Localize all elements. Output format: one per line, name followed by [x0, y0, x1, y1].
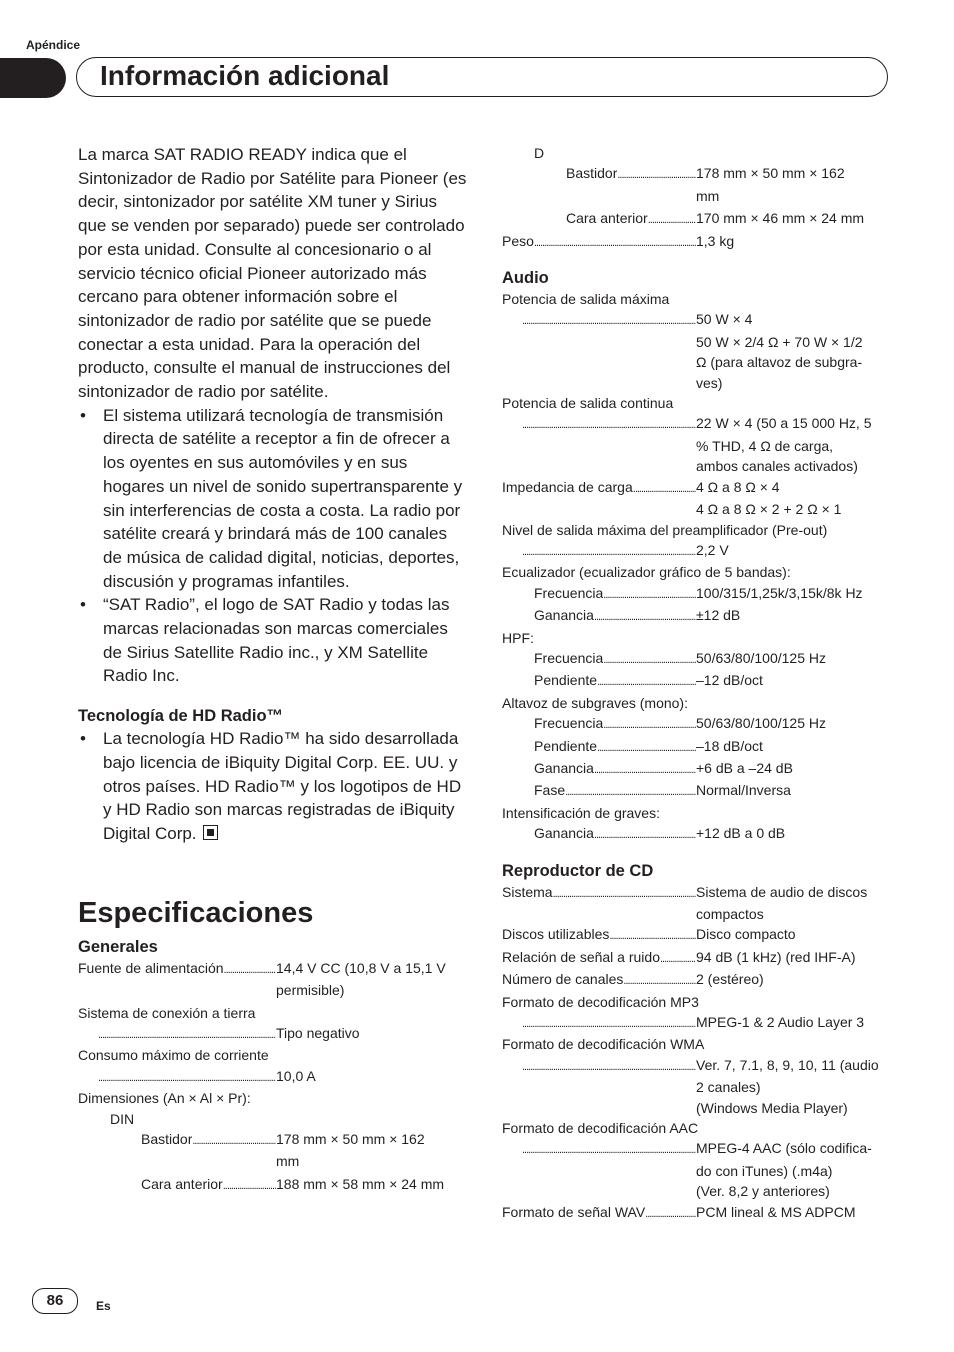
- spec-value: 50/63/80/100/125 Hz: [696, 649, 826, 666]
- spec-value: % THD, 4 Ω de carga,: [696, 437, 834, 454]
- spec-label: Bastidor: [566, 165, 618, 182]
- spec-label: Frecuencia: [534, 649, 604, 666]
- leader-dots: [609, 924, 696, 946]
- spec-row: [502, 605, 890, 627]
- spec-value: Normal/Inversa: [696, 782, 791, 799]
- leader-dots: [597, 670, 696, 692]
- page-number: 86: [32, 1288, 78, 1314]
- spec-row: [502, 583, 890, 605]
- spec-value: 170 mm × 46 mm × 24 mm: [696, 210, 865, 227]
- spec-label: Altavoz de subgraves (mono):: [502, 694, 688, 711]
- spec-label: HPF:: [502, 629, 534, 646]
- hd-bullet-text: La tecnología HD Radio™ ha sido desarrollada bajo licencia de iBiquity Digital Corp. EE. UU. y otros países. HD Radio™ y los logotipos de HD y HD Radio son marcas registradas de iBiquity Digital Corp.: [103, 729, 462, 843]
- spec-label: DIN: [110, 1110, 135, 1127]
- leader-dots: [522, 1055, 696, 1077]
- spec-row: [502, 758, 890, 780]
- spec-row: [78, 1151, 468, 1173]
- generales-heading: Generales: [78, 937, 158, 956]
- spec-row: [78, 1023, 468, 1045]
- spec-row: [502, 924, 890, 946]
- spec-value: mm: [276, 1153, 300, 1170]
- spec-value: 50 W × 2/4 Ω + 70 W × 1/2: [696, 333, 863, 350]
- spec-row: [502, 309, 890, 331]
- leader-dots: [192, 1129, 276, 1151]
- spec-value: do con iTunes) (.m4a): [696, 1162, 833, 1179]
- spec-label: Formato de decodificación WMA: [502, 1036, 705, 1053]
- spec-value: +6 dB a –24 dB: [696, 759, 793, 776]
- page-title: Información adicional: [100, 60, 390, 91]
- leader-dots: [603, 583, 696, 605]
- spec-label: Formato de señal WAV: [502, 1203, 646, 1220]
- spec-value: Disco compacto: [696, 926, 796, 943]
- spec-value: ±12 dB: [696, 607, 741, 624]
- spec-row: [78, 1174, 468, 1196]
- spec-row: [502, 186, 890, 208]
- spec-label: Impedancia de carga: [502, 478, 633, 495]
- leader-dots: [553, 882, 696, 904]
- leader-dots: [224, 958, 276, 980]
- spec-row: [502, 231, 890, 253]
- spec-row: [502, 969, 890, 991]
- language-code: Es: [96, 1299, 111, 1313]
- spec-label: Pendiente: [534, 672, 598, 689]
- spec-row: [502, 882, 890, 904]
- spec-value: mm: [696, 187, 720, 204]
- spec-label: Consumo máximo de corriente: [78, 1047, 269, 1064]
- spec-label: Cara anterior: [566, 210, 648, 227]
- spec-label: Sistema: [502, 883, 553, 900]
- spec-value: 2 canales): [696, 1079, 761, 1096]
- spec-value: Tipo negativo: [276, 1024, 360, 1041]
- end-mark-icon: [203, 825, 218, 840]
- leader-dots: [603, 713, 696, 735]
- hd-heading: Tecnología de HD Radio™: [78, 707, 284, 726]
- spec-label: Peso: [502, 232, 534, 249]
- spec-value: 4 Ω a 8 Ω × 2 + 2 Ω × 1: [696, 501, 842, 518]
- spec-label: Dimensiones (An × Al × Pr):: [78, 1090, 251, 1107]
- leader-dots: [534, 231, 696, 253]
- spec-value: compactos: [696, 906, 764, 922]
- intro-bullet-1: • El sistema utilizará tecnología de transmisión directa de satélite a receptor a fin de ofrecer a los oyentes en sus automóviles y en sus hogares un nivel de sonido supertransparente y sin interferencias de costa a costa. La radio por satélite creará y brindará más de 100 canales de música de calidad digital, noticias, deportes, discusión y programas infantiles.: [78, 404, 468, 594]
- spec-label: Cara anterior: [141, 1175, 223, 1192]
- spec-value: –12 dB/oct: [696, 672, 763, 689]
- spec-row: [502, 648, 890, 670]
- spec-value: 2,2 V: [696, 541, 729, 558]
- leader-dots: [522, 413, 696, 435]
- spec-value: MPEG-4 AAC (sólo codifica-: [696, 1140, 872, 1157]
- spec-label: Formato de decodificación AAC: [502, 1120, 699, 1137]
- spec-value: 2 (estéreo): [696, 971, 764, 988]
- leader-dots: [98, 1023, 276, 1045]
- spec-label: Fase: [534, 782, 566, 799]
- spec-label: D: [534, 145, 545, 161]
- spec-label: Fuente de alimentación: [78, 959, 224, 976]
- leader-dots: [522, 1138, 696, 1160]
- spec-label: Formato de decodificación MP3: [502, 993, 699, 1010]
- spec-value: (Ver. 8,2 y anteriores): [696, 1183, 830, 1200]
- spec-value: ambos canales activados): [696, 458, 858, 475]
- spec-row: [502, 1012, 890, 1034]
- spec-value: 94 dB (1 kHz) (red IHF-A): [696, 948, 856, 965]
- spec-value: 10,0 A: [276, 1067, 316, 1084]
- spec-label: Ganancia: [534, 825, 594, 842]
- leader-dots: [623, 969, 696, 991]
- spec-label: Pendiente: [534, 737, 598, 754]
- spec-label: Bastidor: [141, 1130, 193, 1147]
- leader-dots: [617, 163, 696, 185]
- spec-value: 50 W × 4: [696, 311, 753, 328]
- header-tab-decoration: [0, 58, 66, 98]
- spec-value: 100/315/1,25k/3,15k/8k Hz: [696, 584, 863, 601]
- spec-row: [78, 1129, 468, 1151]
- spec-value: MPEG-1 & 2 Audio Layer 3: [696, 1014, 865, 1031]
- spec-value: 50/63/80/100/125 Hz: [696, 715, 826, 732]
- leader-dots: [633, 477, 696, 499]
- spec-row: [78, 980, 468, 1002]
- spec-value: Sistema de audio de discos: [696, 883, 868, 900]
- leader-dots: [522, 309, 696, 331]
- spec-row: [502, 713, 890, 735]
- spec-row: [502, 477, 890, 499]
- spec-row: [78, 1066, 468, 1088]
- leader-dots: [594, 823, 696, 845]
- right-column: [502, 143, 890, 1224]
- hd-bullet: [78, 727, 468, 846]
- spec-row: [502, 1138, 890, 1160]
- spec-label: Relación de señal a ruido: [502, 948, 660, 965]
- intro-paragraph: La marca SAT RADIO READY indica que el Sintonizador de Radio por Satélite para Pioneer (es decir, sintonizador por satélite XM tuner y Sirius que se venden por separado) puede ser controlado por esta unidad. Consulte al concesionario o al servicio técnico oficial Pioneer autorizado más cercano para obtener información sobre el sintonizador de radio por satélite que se puede conectar a esta unidad. Para la operación del producto, consulte el manual de instrucciones del sintonizador de radio por satélite.: [78, 145, 467, 402]
- section-label: Apéndice: [26, 38, 81, 52]
- spec-label: Nivel de salida máxima del preamplificador (Pre-out): [502, 521, 828, 538]
- leader-dots: [522, 540, 696, 562]
- leader-dots: [648, 208, 696, 230]
- spec-value: Ver. 7, 7.1, 8, 9, 10, 11 (audio: [696, 1056, 879, 1073]
- spec-label: Ecualizador (ecualizador gráfico de 5 bandas):: [502, 564, 791, 581]
- spec-label: Número de canales: [502, 971, 624, 988]
- spec-value: –18 dB/oct: [696, 737, 763, 754]
- leader-dots: [603, 648, 696, 670]
- spec-label: Frecuencia: [534, 584, 604, 601]
- leader-dots: [565, 780, 696, 802]
- spec-value: PCM lineal & MS ADPCM: [696, 1203, 856, 1220]
- cd-heading: Reproductor de CD: [502, 861, 654, 880]
- leader-dots: [660, 947, 696, 969]
- spec-label: Ganancia: [534, 607, 594, 624]
- spec-value: 14,4 V CC (10,8 V a 15,1 V: [276, 959, 446, 976]
- spec-row: [502, 1055, 890, 1077]
- leader-dots: [594, 605, 696, 627]
- spec-label: Ganancia: [534, 759, 594, 776]
- spec-value: 22 W × 4 (50 a 15 000 Hz, 5: [696, 415, 872, 432]
- spec-row: [78, 958, 468, 980]
- spec-label: Sistema de conexión a tierra: [78, 1004, 256, 1021]
- leader-dots: [594, 758, 696, 780]
- spec-label: Potencia de salida continua: [502, 395, 674, 412]
- generales-specs: [78, 958, 468, 1196]
- leader-dots: [597, 736, 696, 758]
- spec-value: ves): [696, 374, 723, 391]
- spec-row: [502, 208, 890, 230]
- spec-value: Ω (para altavoz de subgra-: [696, 354, 863, 371]
- spec-value: +12 dB a 0 dB: [696, 825, 786, 842]
- spec-label: Intensificación de graves:: [502, 804, 660, 821]
- spec-row: [502, 780, 890, 802]
- spec-value: permisible): [276, 982, 345, 999]
- spec-row: [502, 163, 890, 185]
- leader-dots: [645, 1202, 696, 1224]
- spec-value: 4 Ω a 8 Ω × 4: [696, 478, 780, 495]
- spec-value: 188 mm × 58 mm × 24 mm: [276, 1175, 445, 1192]
- left-column: [78, 143, 468, 1196]
- spec-value: 1,3 kg: [696, 232, 735, 249]
- specs-title: Especificaciones: [78, 896, 314, 929]
- audio-heading: Audio: [502, 269, 549, 288]
- leader-dots: [98, 1066, 276, 1088]
- spec-row: [502, 823, 890, 845]
- leader-dots: [223, 1174, 276, 1196]
- spec-value: 178 mm × 50 mm × 162: [276, 1130, 425, 1147]
- spec-row: [502, 947, 890, 969]
- spec-row: [502, 736, 890, 758]
- spec-row: [502, 413, 890, 435]
- spec-label: Potencia de salida máxima: [502, 291, 670, 308]
- spec-row: [502, 670, 890, 692]
- spec-value: 178 mm × 50 mm × 162: [696, 165, 845, 182]
- intro-bullet-2: • “SAT Radio”, el logo de SAT Radio y todas las marcas relacionadas son marcas comerciales de Sirius Satellite Radio inc., y XM Satellite Radio Inc.: [78, 593, 468, 688]
- spec-label: Discos utilizables: [502, 926, 610, 943]
- spec-label: Frecuencia: [534, 715, 604, 732]
- spec-row: [502, 540, 890, 562]
- spec-row: [502, 1202, 890, 1224]
- leader-dots: [522, 1012, 696, 1034]
- spec-value: (Windows Media Player): [696, 1099, 848, 1116]
